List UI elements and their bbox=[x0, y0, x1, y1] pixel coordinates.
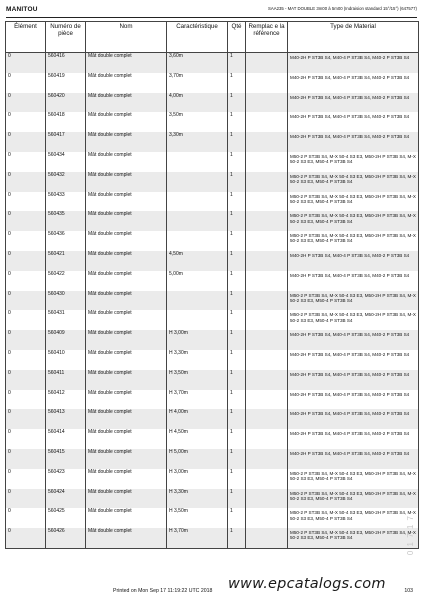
cell-characteristic: 5,00m bbox=[167, 271, 228, 291]
cell-replaces-reference bbox=[246, 508, 288, 528]
cell-name: Mât double complet bbox=[86, 211, 167, 231]
cell-quantity: 1 bbox=[228, 192, 246, 212]
cell-quantity: 1 bbox=[228, 489, 246, 509]
cell-characteristic: 3,60m bbox=[167, 53, 228, 73]
cell-replaces-reference bbox=[246, 449, 288, 469]
table-row bbox=[6, 53, 419, 73]
cell-material-type: M50-2 P ST3B S4, M-X 50-4 S3 E3, M50-2H P ST3B S4, M-X 50-2 S3 E3, M50-4 P ST3B S4 bbox=[288, 291, 419, 311]
cell-quantity: 1 bbox=[228, 409, 246, 429]
cell-quantity: 1 bbox=[228, 93, 246, 113]
cell-characteristic: 4,00m bbox=[167, 93, 228, 113]
cell-quantity: 1 bbox=[228, 449, 246, 469]
cell-quantity: 1 bbox=[228, 211, 246, 231]
cell-material-type: M40-2H P ST3B S4, M40-4 P ST3B S4, M40-2 P ST3B S4 bbox=[288, 53, 419, 73]
cell-characteristic: 4,50m bbox=[167, 251, 228, 271]
cell-element: 0 bbox=[6, 429, 46, 449]
cell-part-number: 560426 bbox=[46, 528, 86, 548]
watermark: www.epcatalogs.com bbox=[228, 576, 386, 592]
cell-part-number: 560419 bbox=[46, 73, 86, 93]
cell-characteristic: 3,50m bbox=[167, 112, 228, 132]
cell-material-type: M40-2H P ST3B S4, M40-4 P ST3B S4, M40-2 P ST3B S4 bbox=[288, 429, 419, 449]
cell-name: Mât double complet bbox=[86, 231, 167, 251]
cell-name: Mât double complet bbox=[86, 73, 167, 93]
cell-characteristic: 3,30m bbox=[167, 132, 228, 152]
table-row bbox=[6, 112, 419, 132]
table-row bbox=[6, 73, 419, 93]
col-header-quantity: Qté bbox=[228, 22, 246, 53]
cell-material-type: M40-2H P ST3B S4, M40-4 P ST3B S4, M40-2 P ST3B S4 bbox=[288, 409, 419, 429]
cell-material-type: M40-2H P ST3B S4, M40-4 P ST3B S4, M40-2 P ST3B S4 bbox=[288, 251, 419, 271]
cell-name: Mât double complet bbox=[86, 291, 167, 311]
cell-quantity: 1 bbox=[228, 112, 246, 132]
table-row bbox=[6, 409, 419, 429]
cell-material-type: M50-2 P ST3B S4, M-X 50-4 S3 E3, M50-2H P ST3B S4, M-X 50-2 S3 E3, M50-4 P ST3B S4 bbox=[288, 310, 419, 330]
cell-replaces-reference bbox=[246, 211, 288, 231]
cell-material-type: M40-2H P ST3B S4, M40-4 P ST3B S4, M40-2 P ST3B S4 bbox=[288, 132, 419, 152]
header-divider bbox=[6, 17, 417, 18]
cell-name: Mât double complet bbox=[86, 152, 167, 172]
cell-quantity: 1 bbox=[228, 350, 246, 370]
cell-name: Mât double complet bbox=[86, 350, 167, 370]
cell-characteristic: H 3,00m bbox=[167, 330, 228, 350]
col-header-material-type: Type de Material bbox=[288, 22, 419, 53]
cell-name: Mât double complet bbox=[86, 93, 167, 113]
cell-replaces-reference bbox=[246, 429, 288, 449]
cell-material-type: M40-2H P ST3B S4, M40-4 P ST3B S4, M40-2 P ST3B S4 bbox=[288, 350, 419, 370]
table-row bbox=[6, 172, 419, 192]
cell-part-number: 560413 bbox=[46, 409, 86, 429]
cell-element: 0 bbox=[6, 172, 46, 192]
cell-part-number: 560432 bbox=[46, 172, 86, 192]
cell-material-type: M40-2H P ST3B S4, M40-4 P ST3B S4, M40-2 P ST3B S4 bbox=[288, 449, 419, 469]
cell-part-number: 560433 bbox=[46, 192, 86, 212]
cell-element: 0 bbox=[6, 508, 46, 528]
cell-part-number: 560418 bbox=[46, 112, 86, 132]
cell-replaces-reference bbox=[246, 528, 288, 548]
table-row bbox=[6, 370, 419, 390]
cell-replaces-reference bbox=[246, 330, 288, 350]
table-row bbox=[6, 429, 419, 449]
cell-material-type: M40-2H P ST3B S4, M40-4 P ST3B S4, M40-2 P ST3B S4 bbox=[288, 271, 419, 291]
cell-characteristic: H 3,30m bbox=[167, 350, 228, 370]
table-row bbox=[6, 310, 419, 330]
cell-element: 0 bbox=[6, 449, 46, 469]
cell-material-type: M40-2H P ST3B S4, M40-4 P ST3B S4, M40-2 P ST3B S4 bbox=[288, 390, 419, 410]
cell-part-number: 560411 bbox=[46, 370, 86, 390]
cell-name: Mât double complet bbox=[86, 132, 167, 152]
cell-quantity: 1 bbox=[228, 53, 246, 73]
cell-replaces-reference bbox=[246, 469, 288, 489]
cell-element: 0 bbox=[6, 291, 46, 311]
cell-quantity: 1 bbox=[228, 152, 246, 172]
cell-quantity: 1 bbox=[228, 429, 246, 449]
cell-name: Mât double complet bbox=[86, 449, 167, 469]
col-header-part-number: Numéro de pièce bbox=[46, 22, 86, 53]
cell-characteristic bbox=[167, 291, 228, 311]
cell-characteristic: H 3,70m bbox=[167, 528, 228, 548]
cell-characteristic bbox=[167, 231, 228, 251]
cell-material-type: M50-2 P ST3B S4, M-X 50-4 S3 E3, M50-2H P ST3B S4, M-X 50-2 S3 E3, M50-4 P ST3B S4 bbox=[288, 192, 419, 212]
cell-name: Mât double complet bbox=[86, 489, 167, 509]
page-number: 103 bbox=[404, 588, 413, 594]
cell-quantity: 1 bbox=[228, 251, 246, 271]
table-row bbox=[6, 489, 419, 509]
cell-quantity: 1 bbox=[228, 390, 246, 410]
brand-name: MANITOU bbox=[6, 6, 38, 13]
cell-characteristic: H 3,50m bbox=[167, 370, 228, 390]
cell-element: 0 bbox=[6, 192, 46, 212]
cell-quantity: 1 bbox=[228, 231, 246, 251]
cell-element: 0 bbox=[6, 152, 46, 172]
cell-part-number: 560420 bbox=[46, 93, 86, 113]
cell-part-number: 560417 bbox=[46, 132, 86, 152]
cell-element: 0 bbox=[6, 112, 46, 132]
cell-name: Mât double complet bbox=[86, 251, 167, 271]
cell-name: Mât double complet bbox=[86, 508, 167, 528]
cell-replaces-reference bbox=[246, 370, 288, 390]
cell-element: 0 bbox=[6, 390, 46, 410]
cell-replaces-reference bbox=[246, 271, 288, 291]
cell-part-number: 560425 bbox=[46, 508, 86, 528]
cell-name: Mât double complet bbox=[86, 330, 167, 350]
cell-name: Mât double complet bbox=[86, 469, 167, 489]
cell-replaces-reference bbox=[246, 93, 288, 113]
cell-replaces-reference bbox=[246, 53, 288, 73]
col-header-element: Élément bbox=[6, 22, 46, 53]
col-header-characteristic: Caractéristique bbox=[167, 22, 228, 53]
table-row bbox=[6, 291, 419, 311]
cell-element: 0 bbox=[6, 93, 46, 113]
table-row bbox=[6, 350, 419, 370]
cell-material-type: M40-2H P ST3B S4, M40-4 P ST3B S4, M40-2 P ST3B S4 bbox=[288, 73, 419, 93]
table-row bbox=[6, 508, 419, 528]
cell-material-type: M50-2 P ST3B S4, M-X 50-4 S3 E3, M50-2H P ST3B S4, M-X 50-2 S3 E3, M50-4 P ST3B S4 bbox=[288, 469, 419, 489]
cell-replaces-reference bbox=[246, 192, 288, 212]
cell-part-number: 560409 bbox=[46, 330, 86, 350]
cell-name: Mât double complet bbox=[86, 271, 167, 291]
cell-name: Mât double complet bbox=[86, 409, 167, 429]
table-row bbox=[6, 271, 419, 291]
cell-replaces-reference bbox=[246, 231, 288, 251]
cell-element: 0 bbox=[6, 53, 46, 73]
table-header-row bbox=[6, 22, 419, 53]
cell-quantity: 1 bbox=[228, 172, 246, 192]
table-row bbox=[6, 211, 419, 231]
cell-element: 0 bbox=[6, 370, 46, 390]
cell-element: 0 bbox=[6, 350, 46, 370]
cell-element: 0 bbox=[6, 489, 46, 509]
print-timestamp: Printed on Mon Sep 17 11:19:22 UTC 2018 bbox=[113, 588, 213, 594]
cell-name: Mât double complet bbox=[86, 172, 167, 192]
cell-replaces-reference bbox=[246, 251, 288, 271]
cell-material-type: M50-2 P ST3B S4, M-X 50-4 S3 E3, M50-2H P ST3B S4, M-X 50-2 S3 E3, M50-4 P ST3B S4 bbox=[288, 528, 419, 548]
cell-part-number: 560410 bbox=[46, 350, 86, 370]
cell-characteristic: H 3,00m bbox=[167, 469, 228, 489]
cell-characteristic: H 3,70m bbox=[167, 390, 228, 410]
parts-table bbox=[5, 21, 419, 549]
cell-replaces-reference bbox=[246, 112, 288, 132]
cell-material-type: M40-2H P ST3B S4, M40-4 P ST3B S4, M40-2 P ST3B S4 bbox=[288, 93, 419, 113]
table-row bbox=[6, 152, 419, 172]
table-row bbox=[6, 192, 419, 212]
cell-quantity: 1 bbox=[228, 73, 246, 93]
cell-part-number: 560423 bbox=[46, 469, 86, 489]
table-row bbox=[6, 469, 419, 489]
cell-quantity: 1 bbox=[228, 132, 246, 152]
document-title: SAA235 - MAT DOUBLE 3m00 à 5m00 (Indraision standard 15°/15°) (647577) bbox=[268, 6, 417, 11]
col-header-replaces-reference: Remplac e la référence bbox=[246, 22, 288, 53]
cell-name: Mât double complet bbox=[86, 429, 167, 449]
cell-replaces-reference bbox=[246, 152, 288, 172]
cell-material-type: M50-2 P ST3B S4, M-X 50-4 S3 E3, M50-2H P ST3B S4, M-X 50-2 S3 E3, M50-4 P ST3B S4 bbox=[288, 508, 419, 528]
cell-material-type: M50-2 P ST3B S4, M-X 50-4 S3 E3, M50-2H P ST3B S4, M-X 50-2 S3 E3, M50-4 P ST3B S4 bbox=[288, 489, 419, 509]
table-row bbox=[6, 390, 419, 410]
cell-quantity: 1 bbox=[228, 310, 246, 330]
cell-quantity: 1 bbox=[228, 508, 246, 528]
cell-element: 0 bbox=[6, 469, 46, 489]
cell-replaces-reference bbox=[246, 489, 288, 509]
table-row bbox=[6, 528, 419, 548]
cell-material-type: M40-2H P ST3B S4, M40-4 P ST3B S4, M40-2 P ST3B S4 bbox=[288, 370, 419, 390]
cell-characteristic: H 4,00m bbox=[167, 409, 228, 429]
cell-characteristic bbox=[167, 172, 228, 192]
cell-name: Mât double complet bbox=[86, 192, 167, 212]
col-header-name: Nom bbox=[86, 22, 167, 53]
cell-element: 0 bbox=[6, 330, 46, 350]
cell-characteristic bbox=[167, 192, 228, 212]
cell-element: 0 bbox=[6, 409, 46, 429]
cell-part-number: 560412 bbox=[46, 390, 86, 410]
cell-quantity: 1 bbox=[228, 528, 246, 548]
cell-characteristic: 3,70m bbox=[167, 73, 228, 93]
cell-part-number: 560431 bbox=[46, 310, 86, 330]
cell-part-number: 560414 bbox=[46, 429, 86, 449]
cell-part-number: 560434 bbox=[46, 152, 86, 172]
cell-material-type: M50-2 P ST3B S4, M-X 50-4 S3 E3, M50-2H P ST3B S4, M-X 50-2 S3 E3, M50-4 P ST3B S4 bbox=[288, 231, 419, 251]
cell-part-number: 560430 bbox=[46, 291, 86, 311]
cell-part-number: 560415 bbox=[46, 449, 86, 469]
cell-material-type: M40-2H P ST3B S4, M40-4 P ST3B S4, M40-2 P ST3B S4 bbox=[288, 112, 419, 132]
cell-characteristic: H 5,00m bbox=[167, 449, 228, 469]
cell-part-number: 560436 bbox=[46, 231, 86, 251]
side-stamp: 0 1 7 1 7 bbox=[406, 515, 415, 556]
cell-material-type: M50-2 P ST3B S4, M-X 50-4 S3 E3, M50-2H P ST3B S4, M-X 50-2 S3 E3, M50-4 P ST3B S4 bbox=[288, 211, 419, 231]
cell-replaces-reference bbox=[246, 350, 288, 370]
cell-material-type: M50-2 P ST3B S4, M-X 50-4 S3 E3, M50-2H P ST3B S4, M-X 50-2 S3 E3, M50-4 P ST3B S4 bbox=[288, 152, 419, 172]
cell-element: 0 bbox=[6, 73, 46, 93]
cell-replaces-reference bbox=[246, 310, 288, 330]
cell-name: Mât double complet bbox=[86, 310, 167, 330]
cell-name: Mât double complet bbox=[86, 53, 167, 73]
table-row bbox=[6, 93, 419, 113]
cell-element: 0 bbox=[6, 528, 46, 548]
cell-material-type: M50-2 P ST3B S4, M-X 50-4 S3 E3, M50-2H P ST3B S4, M-X 50-2 S3 E3, M50-4 P ST3B S4 bbox=[288, 172, 419, 192]
cell-replaces-reference bbox=[246, 73, 288, 93]
cell-part-number: 560421 bbox=[46, 251, 86, 271]
cell-replaces-reference bbox=[246, 291, 288, 311]
cell-name: Mât double complet bbox=[86, 528, 167, 548]
cell-characteristic: H 3,30m bbox=[167, 489, 228, 509]
cell-element: 0 bbox=[6, 251, 46, 271]
cell-quantity: 1 bbox=[228, 330, 246, 350]
cell-part-number: 560422 bbox=[46, 271, 86, 291]
cell-quantity: 1 bbox=[228, 291, 246, 311]
table-row bbox=[6, 231, 419, 251]
cell-quantity: 1 bbox=[228, 370, 246, 390]
cell-element: 0 bbox=[6, 271, 46, 291]
cell-replaces-reference bbox=[246, 409, 288, 429]
page-header bbox=[6, 6, 417, 16]
table-row bbox=[6, 251, 419, 271]
cell-characteristic bbox=[167, 152, 228, 172]
table-row bbox=[6, 330, 419, 350]
cell-characteristic bbox=[167, 211, 228, 231]
table-body bbox=[6, 53, 419, 549]
cell-name: Mât double complet bbox=[86, 370, 167, 390]
cell-part-number: 560424 bbox=[46, 489, 86, 509]
cell-characteristic bbox=[167, 310, 228, 330]
cell-element: 0 bbox=[6, 310, 46, 330]
table-row bbox=[6, 449, 419, 469]
cell-name: Mât double complet bbox=[86, 390, 167, 410]
cell-characteristic: H 3,50m bbox=[167, 508, 228, 528]
cell-quantity: 1 bbox=[228, 271, 246, 291]
cell-characteristic: H 4,50m bbox=[167, 429, 228, 449]
cell-replaces-reference bbox=[246, 390, 288, 410]
table-row bbox=[6, 132, 419, 152]
cell-part-number: 560416 bbox=[46, 53, 86, 73]
cell-element: 0 bbox=[6, 211, 46, 231]
cell-name: Mât double complet bbox=[86, 112, 167, 132]
cell-replaces-reference bbox=[246, 172, 288, 192]
cell-replaces-reference bbox=[246, 132, 288, 152]
cell-part-number: 560435 bbox=[46, 211, 86, 231]
cell-quantity: 1 bbox=[228, 469, 246, 489]
cell-material-type: M40-2H P ST3B S4, M40-4 P ST3B S4, M40-2 P ST3B S4 bbox=[288, 330, 419, 350]
cell-element: 0 bbox=[6, 132, 46, 152]
page-footer bbox=[0, 588, 423, 600]
cell-element: 0 bbox=[6, 231, 46, 251]
